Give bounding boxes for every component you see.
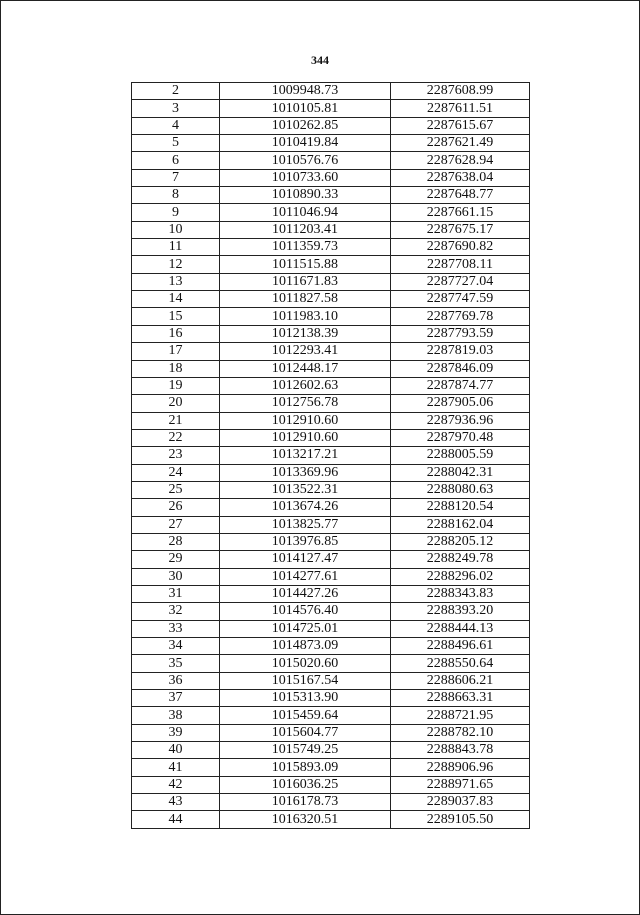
table-row — [132, 360, 530, 377]
row-number-cell: 20 — [132, 395, 220, 412]
table-row — [132, 690, 530, 707]
x-coordinate-cell: 1016178.73 — [220, 794, 391, 811]
x-coordinate-cell: 1016036.25 — [220, 776, 391, 793]
row-number-cell: 13 — [132, 273, 220, 290]
y-coordinate-cell: 2287727.04 — [391, 273, 530, 290]
row-number-cell: 16 — [132, 325, 220, 342]
y-coordinate-cell: 2287874.77 — [391, 377, 530, 394]
table-row — [132, 204, 530, 221]
x-coordinate-cell: 1011359.73 — [220, 239, 391, 256]
row-number-cell: 26 — [132, 499, 220, 516]
x-coordinate-cell: 1012910.60 — [220, 412, 391, 429]
x-coordinate-cell: 1012138.39 — [220, 325, 391, 342]
y-coordinate-cell: 2287621.49 — [391, 135, 530, 152]
coordinates-table-body — [132, 83, 530, 829]
y-coordinate-cell: 2287611.51 — [391, 100, 530, 117]
y-coordinate-cell: 2288496.61 — [391, 638, 530, 655]
y-coordinate-cell: 2287846.09 — [391, 360, 530, 377]
x-coordinate-cell: 1014873.09 — [220, 638, 391, 655]
y-coordinate-cell: 2288005.59 — [391, 447, 530, 464]
row-number-cell: 29 — [132, 551, 220, 568]
x-coordinate-cell: 1014127.47 — [220, 551, 391, 568]
row-number-cell: 30 — [132, 568, 220, 585]
table-row — [132, 377, 530, 394]
row-number-cell: 25 — [132, 481, 220, 498]
y-coordinate-cell: 2288343.83 — [391, 585, 530, 602]
table-row — [132, 620, 530, 637]
table-row — [132, 100, 530, 117]
row-number-cell: 42 — [132, 776, 220, 793]
table-row — [132, 551, 530, 568]
table-row — [132, 221, 530, 238]
x-coordinate-cell: 1013674.26 — [220, 499, 391, 516]
table-row — [132, 83, 530, 100]
y-coordinate-cell: 2288249.78 — [391, 551, 530, 568]
x-coordinate-cell: 1013217.21 — [220, 447, 391, 464]
y-coordinate-cell: 2287708.11 — [391, 256, 530, 273]
row-number-cell: 43 — [132, 794, 220, 811]
table-row — [132, 256, 530, 273]
table-row — [132, 499, 530, 516]
table-row — [132, 568, 530, 585]
x-coordinate-cell: 1015893.09 — [220, 759, 391, 776]
y-coordinate-cell: 2288721.95 — [391, 707, 530, 724]
y-coordinate-cell: 2287747.59 — [391, 291, 530, 308]
y-coordinate-cell: 2288782.10 — [391, 724, 530, 741]
y-coordinate-cell: 2287905.06 — [391, 395, 530, 412]
table-row — [132, 412, 530, 429]
row-number-cell: 37 — [132, 690, 220, 707]
table-row — [132, 117, 530, 134]
row-number-cell: 6 — [132, 152, 220, 169]
table-row — [132, 429, 530, 446]
row-number-cell: 7 — [132, 169, 220, 186]
row-number-cell: 14 — [132, 291, 220, 308]
x-coordinate-cell: 1012910.60 — [220, 429, 391, 446]
row-number-cell: 9 — [132, 204, 220, 221]
x-coordinate-cell: 1015604.77 — [220, 724, 391, 741]
row-number-cell: 31 — [132, 585, 220, 602]
y-coordinate-cell: 2287648.77 — [391, 187, 530, 204]
x-coordinate-cell: 1013369.96 — [220, 464, 391, 481]
x-coordinate-cell: 1015020.60 — [220, 655, 391, 672]
x-coordinate-cell: 1014725.01 — [220, 620, 391, 637]
x-coordinate-cell: 1014427.26 — [220, 585, 391, 602]
table-row — [132, 742, 530, 759]
table-row — [132, 603, 530, 620]
x-coordinate-cell: 1011046.94 — [220, 204, 391, 221]
x-coordinate-cell: 1010419.84 — [220, 135, 391, 152]
table-row — [132, 325, 530, 342]
x-coordinate-cell: 1016320.51 — [220, 811, 391, 828]
x-coordinate-cell: 1012756.78 — [220, 395, 391, 412]
row-number-cell: 40 — [132, 742, 220, 759]
x-coordinate-cell: 1013825.77 — [220, 516, 391, 533]
x-coordinate-cell: 1015167.54 — [220, 672, 391, 689]
table-row — [132, 794, 530, 811]
x-coordinate-cell: 1014277.61 — [220, 568, 391, 585]
x-coordinate-cell: 1012293.41 — [220, 343, 391, 360]
y-coordinate-cell: 2287936.96 — [391, 412, 530, 429]
y-coordinate-cell: 2289105.50 — [391, 811, 530, 828]
y-coordinate-cell: 2287608.99 — [391, 83, 530, 100]
x-coordinate-cell: 1013976.85 — [220, 533, 391, 550]
x-coordinate-cell: 1010576.76 — [220, 152, 391, 169]
table-row — [132, 638, 530, 655]
table-row — [132, 447, 530, 464]
y-coordinate-cell: 2288393.20 — [391, 603, 530, 620]
row-number-cell: 35 — [132, 655, 220, 672]
y-coordinate-cell: 2288971.65 — [391, 776, 530, 793]
table-row — [132, 343, 530, 360]
table-row — [132, 724, 530, 741]
table-row — [132, 308, 530, 325]
table-row — [132, 655, 530, 672]
x-coordinate-cell: 1015459.64 — [220, 707, 391, 724]
row-number-cell: 39 — [132, 724, 220, 741]
x-coordinate-cell: 1015749.25 — [220, 742, 391, 759]
table-row — [132, 239, 530, 256]
y-coordinate-cell: 2288296.02 — [391, 568, 530, 585]
row-number-cell: 34 — [132, 638, 220, 655]
table-row — [132, 672, 530, 689]
row-number-cell: 22 — [132, 429, 220, 446]
row-number-cell: 10 — [132, 221, 220, 238]
x-coordinate-cell: 1012448.17 — [220, 360, 391, 377]
table-row — [132, 516, 530, 533]
table-row — [132, 707, 530, 724]
y-coordinate-cell: 2288120.54 — [391, 499, 530, 516]
row-number-cell: 5 — [132, 135, 220, 152]
y-coordinate-cell: 2289037.83 — [391, 794, 530, 811]
y-coordinate-cell: 2288906.96 — [391, 759, 530, 776]
y-coordinate-cell: 2288843.78 — [391, 742, 530, 759]
y-coordinate-cell: 2288663.31 — [391, 690, 530, 707]
x-coordinate-cell: 1011827.58 — [220, 291, 391, 308]
row-number-cell: 2 — [132, 83, 220, 100]
x-coordinate-cell: 1012602.63 — [220, 377, 391, 394]
y-coordinate-cell: 2288162.04 — [391, 516, 530, 533]
row-number-cell: 11 — [132, 239, 220, 256]
y-coordinate-cell: 2288444.13 — [391, 620, 530, 637]
table-row — [132, 187, 530, 204]
row-number-cell: 24 — [132, 464, 220, 481]
y-coordinate-cell: 2287819.03 — [391, 343, 530, 360]
y-coordinate-cell: 2287793.59 — [391, 325, 530, 342]
x-coordinate-cell: 1013522.31 — [220, 481, 391, 498]
table-row — [132, 291, 530, 308]
y-coordinate-cell: 2288042.31 — [391, 464, 530, 481]
y-coordinate-cell: 2287675.17 — [391, 221, 530, 238]
row-number-cell: 12 — [132, 256, 220, 273]
x-coordinate-cell: 1009948.73 — [220, 83, 391, 100]
table-row — [132, 273, 530, 290]
row-number-cell: 19 — [132, 377, 220, 394]
table-row — [132, 135, 530, 152]
table-row — [132, 464, 530, 481]
row-number-cell: 18 — [132, 360, 220, 377]
y-coordinate-cell: 2287970.48 — [391, 429, 530, 446]
table-row — [132, 811, 530, 828]
y-coordinate-cell: 2287690.82 — [391, 239, 530, 256]
row-number-cell: 44 — [132, 811, 220, 828]
table-row — [132, 152, 530, 169]
x-coordinate-cell: 1010105.81 — [220, 100, 391, 117]
row-number-cell: 33 — [132, 620, 220, 637]
row-number-cell: 23 — [132, 447, 220, 464]
y-coordinate-cell: 2288080.63 — [391, 481, 530, 498]
row-number-cell: 3 — [132, 100, 220, 117]
x-coordinate-cell: 1011203.41 — [220, 221, 391, 238]
coordinates-table — [131, 82, 530, 829]
row-number-cell: 28 — [132, 533, 220, 550]
y-coordinate-cell: 2287769.78 — [391, 308, 530, 325]
y-coordinate-cell: 2287615.67 — [391, 117, 530, 134]
x-coordinate-cell: 1014576.40 — [220, 603, 391, 620]
x-coordinate-cell: 1011671.83 — [220, 273, 391, 290]
table-row — [132, 776, 530, 793]
table-row — [132, 481, 530, 498]
y-coordinate-cell: 2288205.12 — [391, 533, 530, 550]
row-number-cell: 21 — [132, 412, 220, 429]
x-coordinate-cell: 1015313.90 — [220, 690, 391, 707]
table-row — [132, 533, 530, 550]
table-row — [132, 395, 530, 412]
x-coordinate-cell: 1010890.33 — [220, 187, 391, 204]
x-coordinate-cell: 1010262.85 — [220, 117, 391, 134]
table-row — [132, 585, 530, 602]
x-coordinate-cell: 1011983.10 — [220, 308, 391, 325]
y-coordinate-cell: 2287661.15 — [391, 204, 530, 221]
x-coordinate-cell: 1011515.88 — [220, 256, 391, 273]
row-number-cell: 41 — [132, 759, 220, 776]
row-number-cell: 38 — [132, 707, 220, 724]
table-row — [132, 169, 530, 186]
table-row — [132, 759, 530, 776]
y-coordinate-cell: 2288606.21 — [391, 672, 530, 689]
row-number-cell: 27 — [132, 516, 220, 533]
page-number: 344 — [311, 53, 329, 67]
row-number-cell: 4 — [132, 117, 220, 134]
row-number-cell: 17 — [132, 343, 220, 360]
y-coordinate-cell: 2287628.94 — [391, 152, 530, 169]
y-coordinate-cell: 2288550.64 — [391, 655, 530, 672]
row-number-cell: 36 — [132, 672, 220, 689]
y-coordinate-cell: 2287638.04 — [391, 169, 530, 186]
row-number-cell: 8 — [132, 187, 220, 204]
row-number-cell: 32 — [132, 603, 220, 620]
row-number-cell: 15 — [132, 308, 220, 325]
x-coordinate-cell: 1010733.60 — [220, 169, 391, 186]
